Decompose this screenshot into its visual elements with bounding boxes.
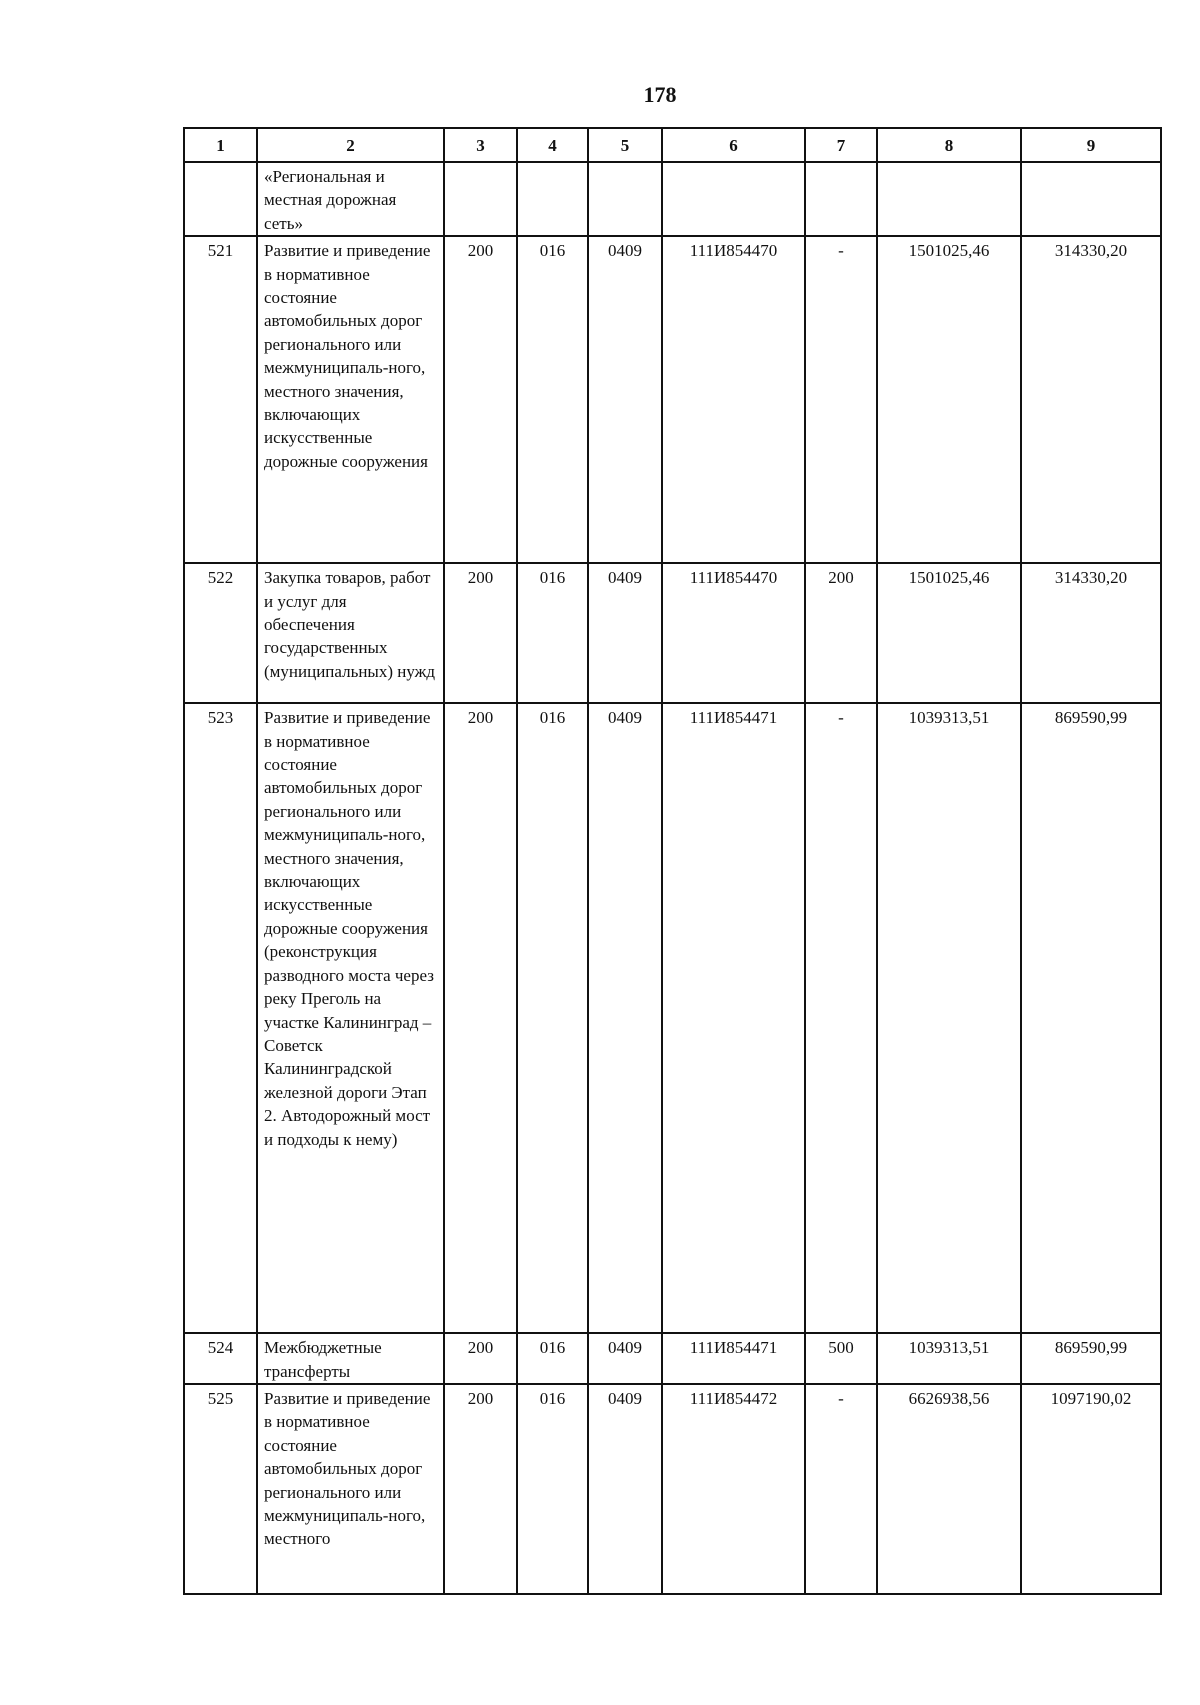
row-col-3 — [444, 162, 517, 236]
row-col-7: - — [805, 703, 877, 1333]
row-col-7: - — [805, 236, 877, 563]
table-row — [184, 1384, 1161, 1594]
row-col-6: 111И854470 — [662, 563, 805, 703]
header-col-1: 1 — [184, 128, 257, 162]
table-body — [184, 162, 1161, 1594]
table-row — [184, 703, 1161, 1333]
row-col-8: 1501025,46 — [877, 236, 1021, 563]
row-col-5: 0409 — [588, 703, 662, 1333]
row-col-8 — [877, 162, 1021, 236]
row-col-4: 016 — [517, 563, 588, 703]
row-number: 524 — [184, 1333, 257, 1384]
row-name: Развитие и приведение в нормативное состояние автомобильных дорог регионального или межмуниципаль-ного, местного значения, включающих искусственные дорожные сооружения — [257, 236, 444, 563]
row-col-5: 0409 — [588, 1333, 662, 1384]
row-name: «Региональная и местная дорожная сеть» — [257, 162, 444, 236]
row-col-8: 1039313,51 — [877, 1333, 1021, 1384]
row-col-7: 500 — [805, 1333, 877, 1384]
row-name: Межбюджетные трансферты — [257, 1333, 444, 1384]
table-row — [184, 563, 1161, 703]
row-col-6: 111И854472 — [662, 1384, 805, 1594]
row-col-4: 016 — [517, 1333, 588, 1384]
table-row — [184, 162, 1161, 236]
row-col-9: 314330,20 — [1021, 563, 1161, 703]
row-col-4: 016 — [517, 703, 588, 1333]
row-col-4: 016 — [517, 236, 588, 563]
row-col-6: 111И854471 — [662, 703, 805, 1333]
row-col-8: 1039313,51 — [877, 703, 1021, 1333]
row-number — [184, 162, 257, 236]
row-col-8: 6626938,56 — [877, 1384, 1021, 1594]
row-col-5: 0409 — [588, 563, 662, 703]
row-col-6 — [662, 162, 805, 236]
row-col-7 — [805, 162, 877, 236]
row-col-5: 0409 — [588, 1384, 662, 1594]
row-number: 521 — [184, 236, 257, 563]
row-name: Закупка товаров, работ и услуг для обеспечения государственных (муниципальных) нужд — [257, 563, 444, 703]
row-col-9: 869590,99 — [1021, 703, 1161, 1333]
row-col-3: 200 — [444, 236, 517, 563]
row-col-6: 111И854471 — [662, 1333, 805, 1384]
budget-table — [183, 127, 1162, 1595]
row-col-9 — [1021, 162, 1161, 236]
row-col-3: 200 — [444, 1384, 517, 1594]
header-col-9: 9 — [1021, 128, 1161, 162]
row-col-9: 869590,99 — [1021, 1333, 1161, 1384]
row-col-4 — [517, 162, 588, 236]
header-col-6: 6 — [662, 128, 805, 162]
row-col-3: 200 — [444, 563, 517, 703]
row-col-7: 200 — [805, 563, 877, 703]
row-number: 525 — [184, 1384, 257, 1594]
row-name: Развитие и приведение в нормативное состояние автомобильных дорог регионального или межмуниципаль-ного, местного — [257, 1384, 444, 1594]
table-row — [184, 236, 1161, 563]
row-col-5: 0409 — [588, 236, 662, 563]
row-col-3: 200 — [444, 703, 517, 1333]
row-number: 522 — [184, 563, 257, 703]
row-col-8: 1501025,46 — [877, 563, 1021, 703]
header-col-3: 3 — [444, 128, 517, 162]
row-col-9: 1097190,02 — [1021, 1384, 1161, 1594]
row-col-9: 314330,20 — [1021, 236, 1161, 563]
header-col-4: 4 — [517, 128, 588, 162]
header-col-7: 7 — [805, 128, 877, 162]
header-col-8: 8 — [877, 128, 1021, 162]
header-col-2: 2 — [257, 128, 444, 162]
row-number: 523 — [184, 703, 257, 1333]
row-col-7: - — [805, 1384, 877, 1594]
header-row — [184, 128, 1161, 162]
row-col-5 — [588, 162, 662, 236]
row-col-6: 111И854470 — [662, 236, 805, 563]
table-row — [184, 1333, 1161, 1384]
table-header — [184, 128, 1161, 162]
row-col-3: 200 — [444, 1333, 517, 1384]
row-col-4: 016 — [517, 1384, 588, 1594]
page-number: 178 — [643, 82, 677, 107]
header-col-5: 5 — [588, 128, 662, 162]
row-name: Развитие и приведение в нормативное состояние автомобильных дорог регионального или межмуниципаль-ного, местного значения, включающих искусственные дорожные сооружения (реконструкция разводного моста через реку Преголь на участке Калининград – Советск Калининградской железной дороги Этап 2. Автодорожный мост и подходы к нему) — [257, 703, 444, 1333]
